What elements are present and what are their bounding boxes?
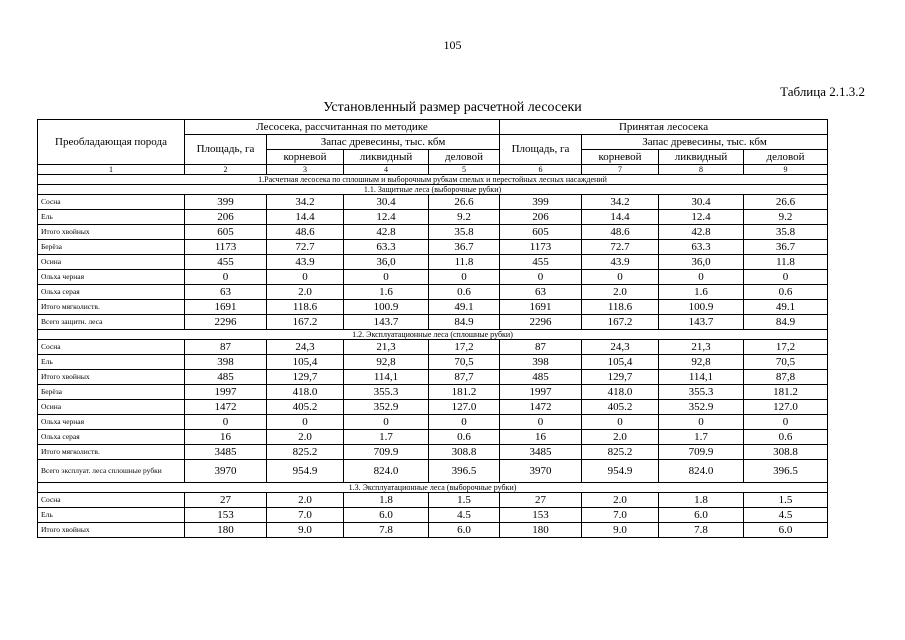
value-cell: 2296 <box>500 315 582 330</box>
value-cell: 153 <box>185 508 267 523</box>
value-cell: 2.0 <box>267 285 344 300</box>
table-row <box>38 240 828 255</box>
value-cell: 3970 <box>185 460 267 483</box>
value-cell: 72.7 <box>582 240 659 255</box>
column-number: 9 <box>744 165 828 175</box>
species-cell: Ольха черная <box>38 415 185 430</box>
value-cell: 12.4 <box>659 210 744 225</box>
value-cell: 21,3 <box>344 340 429 355</box>
value-cell: 954.9 <box>582 460 659 483</box>
value-cell: 129,7 <box>267 370 344 385</box>
value-cell: 7.0 <box>582 508 659 523</box>
column-number: 1 <box>38 165 185 175</box>
value-cell: 63.3 <box>659 240 744 255</box>
species-cell: Итого хвойных <box>38 370 185 385</box>
value-cell: 399 <box>185 195 267 210</box>
value-cell: 4.5 <box>744 508 828 523</box>
value-cell: 24,3 <box>267 340 344 355</box>
value-cell: 0 <box>185 270 267 285</box>
value-cell: 308.8 <box>744 445 828 460</box>
value-cell: 43.9 <box>582 255 659 270</box>
value-cell: 36,0 <box>344 255 429 270</box>
value-cell: 0 <box>429 415 500 430</box>
value-cell: 84.9 <box>429 315 500 330</box>
table-label: Таблица 2.1.3.2 <box>780 84 865 99</box>
species-cell: Ольха серая <box>38 430 185 445</box>
value-cell: 1.5 <box>429 493 500 508</box>
value-cell: 27 <box>185 493 267 508</box>
value-cell: 0 <box>659 415 744 430</box>
value-cell: 3485 <box>500 445 582 460</box>
page-number: 105 <box>443 38 462 52</box>
species-cell: Итого мягколиств. <box>38 300 185 315</box>
value-cell: 0 <box>500 415 582 430</box>
accepted-business-header: деловой <box>744 150 828 165</box>
value-cell: 1.5 <box>744 493 828 508</box>
value-cell: 709.9 <box>344 445 429 460</box>
value-cell: 63 <box>500 285 582 300</box>
value-cell: 1691 <box>500 300 582 315</box>
value-cell: 0 <box>344 415 429 430</box>
value-cell: 1691 <box>185 300 267 315</box>
value-cell: 12.4 <box>344 210 429 225</box>
method-area-header: Площадь, га <box>185 135 267 165</box>
column-number-row <box>38 165 828 175</box>
value-cell: 43.9 <box>267 255 344 270</box>
value-cell: 605 <box>500 225 582 240</box>
value-cell: 485 <box>500 370 582 385</box>
value-cell: 418.0 <box>267 385 344 400</box>
value-cell: 605 <box>185 225 267 240</box>
subsection-title: 1.2. Эксплуатационные леса (сплошные рубки) <box>38 330 828 340</box>
species-cell: Ольха черная <box>38 270 185 285</box>
column-number: 6 <box>500 165 582 175</box>
value-cell: 153 <box>500 508 582 523</box>
value-cell: 181.2 <box>744 385 828 400</box>
value-cell: 3970 <box>500 460 582 483</box>
cutting-area-table <box>37 119 828 538</box>
value-cell: 9.2 <box>429 210 500 225</box>
value-cell: 35.8 <box>744 225 828 240</box>
table-row <box>38 508 828 523</box>
species-cell: Итого мягколиств. <box>38 445 185 460</box>
value-cell: 2.0 <box>582 493 659 508</box>
section-title: 1.Расчетная лесосека по сплошным и выборочным рубкам спелых и перестойных лесных насаждений <box>38 175 828 185</box>
value-cell: 167.2 <box>267 315 344 330</box>
subsection-title: 1.1. Защитные леса (выборочные рубки) <box>38 185 828 195</box>
value-cell: 352.9 <box>659 400 744 415</box>
value-cell: 70,5 <box>744 355 828 370</box>
value-cell: 1.6 <box>344 285 429 300</box>
value-cell: 6.0 <box>429 523 500 538</box>
value-cell: 0 <box>744 415 828 430</box>
value-cell: 398 <box>185 355 267 370</box>
method-business-header: деловой <box>429 150 500 165</box>
value-cell: 355.3 <box>344 385 429 400</box>
value-cell: 398 <box>500 355 582 370</box>
value-cell: 34.2 <box>267 195 344 210</box>
species-header: Преобладающая порода <box>38 120 185 165</box>
value-cell: 1.7 <box>344 430 429 445</box>
value-cell: 24,3 <box>582 340 659 355</box>
value-cell: 405.2 <box>267 400 344 415</box>
table-row <box>38 225 828 240</box>
table-row <box>38 300 828 315</box>
subsection-title-row <box>38 185 828 195</box>
method-stock-header: Запас древесины, тыс. кбм <box>267 135 500 150</box>
species-cell: Берёза <box>38 240 185 255</box>
value-cell: 0.6 <box>744 285 828 300</box>
table-row <box>38 445 828 460</box>
accepted-stock-header: Запас древесины, тыс. кбм <box>582 135 828 150</box>
value-cell: 6.0 <box>344 508 429 523</box>
value-cell: 92,8 <box>344 355 429 370</box>
value-cell: 206 <box>500 210 582 225</box>
value-cell: 36.7 <box>429 240 500 255</box>
value-cell: 418.0 <box>582 385 659 400</box>
accepted-area-header: Площадь, га <box>500 135 582 165</box>
method-liquid-header: ликвидный <box>344 150 429 165</box>
method-group-header: Лесосека, рассчитанная по методике <box>185 120 500 135</box>
value-cell: 2.0 <box>582 285 659 300</box>
table-row <box>38 195 828 210</box>
value-cell: 825.2 <box>582 445 659 460</box>
value-cell: 26.6 <box>429 195 500 210</box>
value-cell: 1.7 <box>659 430 744 445</box>
value-cell: 824.0 <box>344 460 429 483</box>
value-cell: 114,1 <box>344 370 429 385</box>
value-cell: 114,1 <box>659 370 744 385</box>
value-cell: 1.8 <box>659 493 744 508</box>
value-cell: 143.7 <box>344 315 429 330</box>
species-cell: Сосна <box>38 340 185 355</box>
value-cell: 825.2 <box>267 445 344 460</box>
value-cell: 4.5 <box>429 508 500 523</box>
value-cell: 34.2 <box>582 195 659 210</box>
column-number: 7 <box>582 165 659 175</box>
table-row <box>38 340 828 355</box>
table-row <box>38 370 828 385</box>
value-cell: 7.0 <box>267 508 344 523</box>
method-root-header: корневой <box>267 150 344 165</box>
subsection-title-row <box>38 483 828 493</box>
species-cell: Итого хвойных <box>38 523 185 538</box>
value-cell: 1173 <box>185 240 267 255</box>
value-cell: 100.9 <box>344 300 429 315</box>
value-cell: 36.7 <box>744 240 828 255</box>
value-cell: 84.9 <box>744 315 828 330</box>
value-cell: 16 <box>185 430 267 445</box>
value-cell: 0 <box>344 270 429 285</box>
section-title-row <box>38 175 828 185</box>
value-cell: 87,7 <box>429 370 500 385</box>
value-cell: 143.7 <box>659 315 744 330</box>
value-cell: 2.0 <box>582 430 659 445</box>
value-cell: 1472 <box>500 400 582 415</box>
table-row <box>38 315 828 330</box>
value-cell: 0.6 <box>744 430 828 445</box>
table-row <box>38 493 828 508</box>
species-cell: Всего эксплуат. леса сплошные рубки <box>38 460 185 483</box>
value-cell: 180 <box>500 523 582 538</box>
value-cell: 92,8 <box>659 355 744 370</box>
value-cell: 21,3 <box>659 340 744 355</box>
value-cell: 127.0 <box>429 400 500 415</box>
value-cell: 11.8 <box>429 255 500 270</box>
value-cell: 2.0 <box>267 493 344 508</box>
table-row <box>38 385 828 400</box>
table-row <box>38 355 828 370</box>
table-row <box>38 400 828 415</box>
value-cell: 26.6 <box>744 195 828 210</box>
value-cell: 127.0 <box>744 400 828 415</box>
value-cell: 0 <box>429 270 500 285</box>
species-cell: Ольха серая <box>38 285 185 300</box>
value-cell: 30.4 <box>344 195 429 210</box>
value-cell: 206 <box>185 210 267 225</box>
value-cell: 35.8 <box>429 225 500 240</box>
value-cell: 455 <box>185 255 267 270</box>
value-cell: 181.2 <box>429 385 500 400</box>
species-cell: Осина <box>38 255 185 270</box>
value-cell: 17,2 <box>744 340 828 355</box>
value-cell: 87,8 <box>744 370 828 385</box>
accepted-liquid-header: ликвидный <box>659 150 744 165</box>
accepted-root-header: корневой <box>582 150 659 165</box>
value-cell: 0 <box>267 270 344 285</box>
value-cell: 396.5 <box>744 460 828 483</box>
table-row <box>38 255 828 270</box>
value-cell: 0 <box>582 415 659 430</box>
table-row <box>38 430 828 445</box>
table-row <box>38 270 828 285</box>
value-cell: 87 <box>185 340 267 355</box>
value-cell: 3485 <box>185 445 267 460</box>
value-cell: 100.9 <box>659 300 744 315</box>
value-cell: 6.0 <box>659 508 744 523</box>
value-cell: 105,4 <box>582 355 659 370</box>
species-cell: Ель <box>38 355 185 370</box>
value-cell: 16 <box>500 430 582 445</box>
species-cell: Ель <box>38 508 185 523</box>
value-cell: 1997 <box>500 385 582 400</box>
value-cell: 1.6 <box>659 285 744 300</box>
value-cell: 824.0 <box>659 460 744 483</box>
table-row <box>38 415 828 430</box>
value-cell: 9.2 <box>744 210 828 225</box>
value-cell: 9.0 <box>582 523 659 538</box>
species-cell: Осина <box>38 400 185 415</box>
value-cell: 0 <box>744 270 828 285</box>
value-cell: 27 <box>500 493 582 508</box>
column-number: 4 <box>344 165 429 175</box>
value-cell: 70,5 <box>429 355 500 370</box>
column-number: 2 <box>185 165 267 175</box>
value-cell: 355.3 <box>659 385 744 400</box>
column-number: 3 <box>267 165 344 175</box>
value-cell: 118.6 <box>267 300 344 315</box>
value-cell: 1997 <box>185 385 267 400</box>
value-cell: 49.1 <box>744 300 828 315</box>
table-row <box>38 460 828 483</box>
value-cell: 11.8 <box>744 255 828 270</box>
value-cell: 954.9 <box>267 460 344 483</box>
value-cell: 0 <box>582 270 659 285</box>
value-cell: 399 <box>500 195 582 210</box>
value-cell: 42.8 <box>344 225 429 240</box>
value-cell: 1173 <box>500 240 582 255</box>
value-cell: 0 <box>267 415 344 430</box>
value-cell: 48.6 <box>267 225 344 240</box>
species-cell: Сосна <box>38 195 185 210</box>
value-cell: 485 <box>185 370 267 385</box>
value-cell: 2296 <box>185 315 267 330</box>
value-cell: 180 <box>185 523 267 538</box>
value-cell: 87 <box>500 340 582 355</box>
column-number: 5 <box>429 165 500 175</box>
species-cell: Сосна <box>38 493 185 508</box>
value-cell: 129,7 <box>582 370 659 385</box>
table-title: Установленный размер расчетной лесосеки <box>323 100 582 115</box>
value-cell: 105,4 <box>267 355 344 370</box>
value-cell: 30.4 <box>659 195 744 210</box>
value-cell: 63.3 <box>344 240 429 255</box>
value-cell: 63 <box>185 285 267 300</box>
table-row <box>38 523 828 538</box>
value-cell: 308.8 <box>429 445 500 460</box>
subsection-title-row <box>38 330 828 340</box>
value-cell: 1.8 <box>344 493 429 508</box>
value-cell: 167.2 <box>582 315 659 330</box>
value-cell: 0.6 <box>429 285 500 300</box>
value-cell: 49.1 <box>429 300 500 315</box>
header-row-1 <box>38 120 828 135</box>
value-cell: 9.0 <box>267 523 344 538</box>
value-cell: 396.5 <box>429 460 500 483</box>
value-cell: 48.6 <box>582 225 659 240</box>
value-cell: 72.7 <box>267 240 344 255</box>
value-cell: 7.8 <box>659 523 744 538</box>
value-cell: 42.8 <box>659 225 744 240</box>
value-cell: 0 <box>659 270 744 285</box>
species-cell: Всего защитн. леса <box>38 315 185 330</box>
value-cell: 6.0 <box>744 523 828 538</box>
value-cell: 7.8 <box>344 523 429 538</box>
value-cell: 0.6 <box>429 430 500 445</box>
value-cell: 36,0 <box>659 255 744 270</box>
accepted-group-header: Принятая лесосека <box>500 120 828 135</box>
value-cell: 709.9 <box>659 445 744 460</box>
table-row <box>38 210 828 225</box>
value-cell: 2.0 <box>267 430 344 445</box>
table-row <box>38 285 828 300</box>
species-cell: Ель <box>38 210 185 225</box>
value-cell: 14.4 <box>267 210 344 225</box>
value-cell: 0 <box>500 270 582 285</box>
value-cell: 118.6 <box>582 300 659 315</box>
value-cell: 0 <box>185 415 267 430</box>
subsection-title: 1.3. Эксплуатационные леса (выборочные рубки) <box>38 483 828 493</box>
column-number: 8 <box>659 165 744 175</box>
value-cell: 405.2 <box>582 400 659 415</box>
value-cell: 455 <box>500 255 582 270</box>
value-cell: 14.4 <box>582 210 659 225</box>
species-cell: Итого хвойных <box>38 225 185 240</box>
species-cell: Берёза <box>38 385 185 400</box>
value-cell: 352.9 <box>344 400 429 415</box>
value-cell: 17,2 <box>429 340 500 355</box>
value-cell: 1472 <box>185 400 267 415</box>
